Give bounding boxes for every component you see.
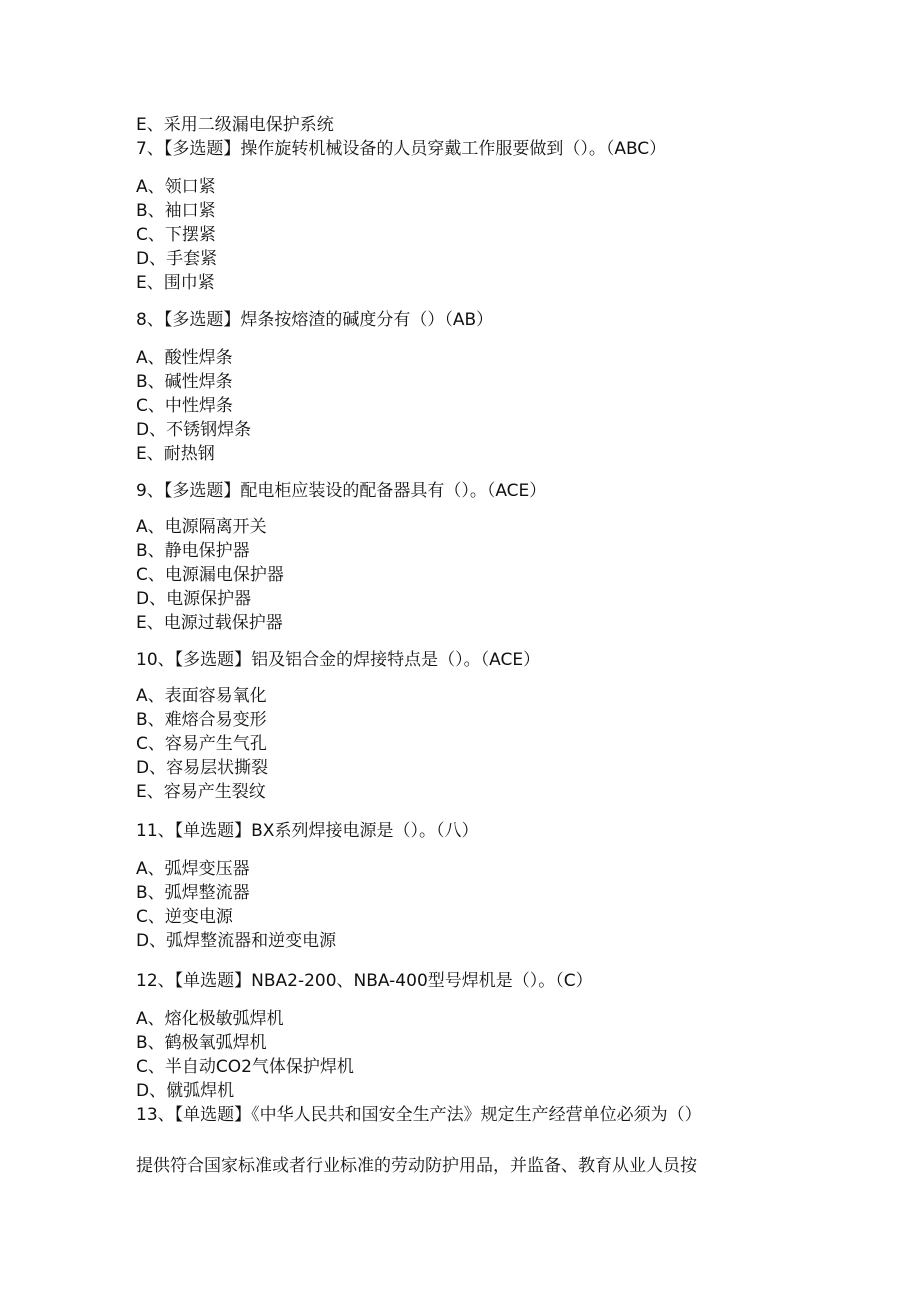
q10-option-c: C、容易产生气孔 [136,734,267,754]
q8-option-b: B、碱性焊条 [136,372,233,392]
q7-option-b: B、袖口紧 [136,201,216,221]
q12-option-d: D、僦弧焊机 [136,1081,235,1101]
question-10: 10、【多选题】铝及铝合金的焊接特点是（）。（ACE） [136,650,541,670]
q7-option-c: C、下摆紧 [136,225,216,245]
q9-option-e: E、电源过载保护器 [136,613,283,633]
question-7: 7、【多选题】操作旋转机械设备的人员穿戴工作服要做到（）。（ABC） [136,139,667,159]
q8-option-c: C、中性焊条 [136,396,233,416]
q8-option-e: E、耐热钢 [136,444,215,464]
q7-option-e: E、围巾紧 [136,273,215,293]
question-8: 8、【多选题】焊条按熔渣的碱度分有（）（AB） [136,310,494,330]
q11-option-c: C、逆变电源 [136,907,233,927]
line-e-prev: E、采用二级漏电保护系统 [136,115,334,135]
q9-option-c: C、电源漏电保护器 [136,565,284,585]
q11-option-a: A、弧焊变压器 [136,859,250,879]
q9-option-d: D、电源保护器 [136,589,252,609]
question-12: 12、【单选题】NBA2-200、NBA-400型号焊机是（）。（C） [136,971,593,991]
question-11: 11、【单选题】BX系列焊接电源是（）。（八） [136,821,479,841]
q11-option-d: D、弧焊整流器和逆变电源 [136,931,337,951]
q13-continuation: 提供符合国家标准或者行业标准的劳动防护用品，并监备、教育从业人员按 [136,1156,697,1176]
q8-option-a: A、酸性焊条 [136,348,233,368]
q10-option-d: D、容易层状撕裂 [136,758,269,778]
q12-option-c: C、半自动CO2气体保护焊机 [136,1057,354,1077]
q8-option-d: D、不锈钢焊条 [136,420,252,440]
q9-option-a: A、电源隔离开关 [136,517,267,537]
q9-option-b: B、静电保护器 [136,541,250,561]
q12-option-b: B、鹤极氧弧焊机 [136,1033,267,1053]
q12-option-a: A、熔化极敏弧焊机 [136,1009,284,1029]
q10-option-e: E、容易产生裂纹 [136,782,266,802]
q7-option-d: D、手套紧 [136,249,218,269]
q10-option-a: A、表面容易氧化 [136,686,267,706]
q10-option-b: B、难熔合易变形 [136,710,267,730]
q7-option-a: A、领口紧 [136,177,216,197]
question-9: 9、【多选题】配电柜应装设的配备器具有（）。（ACE） [136,481,547,501]
question-13: 13、【单选题】《中华人民共和国安全生产法》规定生产经营单位必须为（） [136,1105,702,1125]
q11-option-b: B、弧焊整流器 [136,883,250,903]
